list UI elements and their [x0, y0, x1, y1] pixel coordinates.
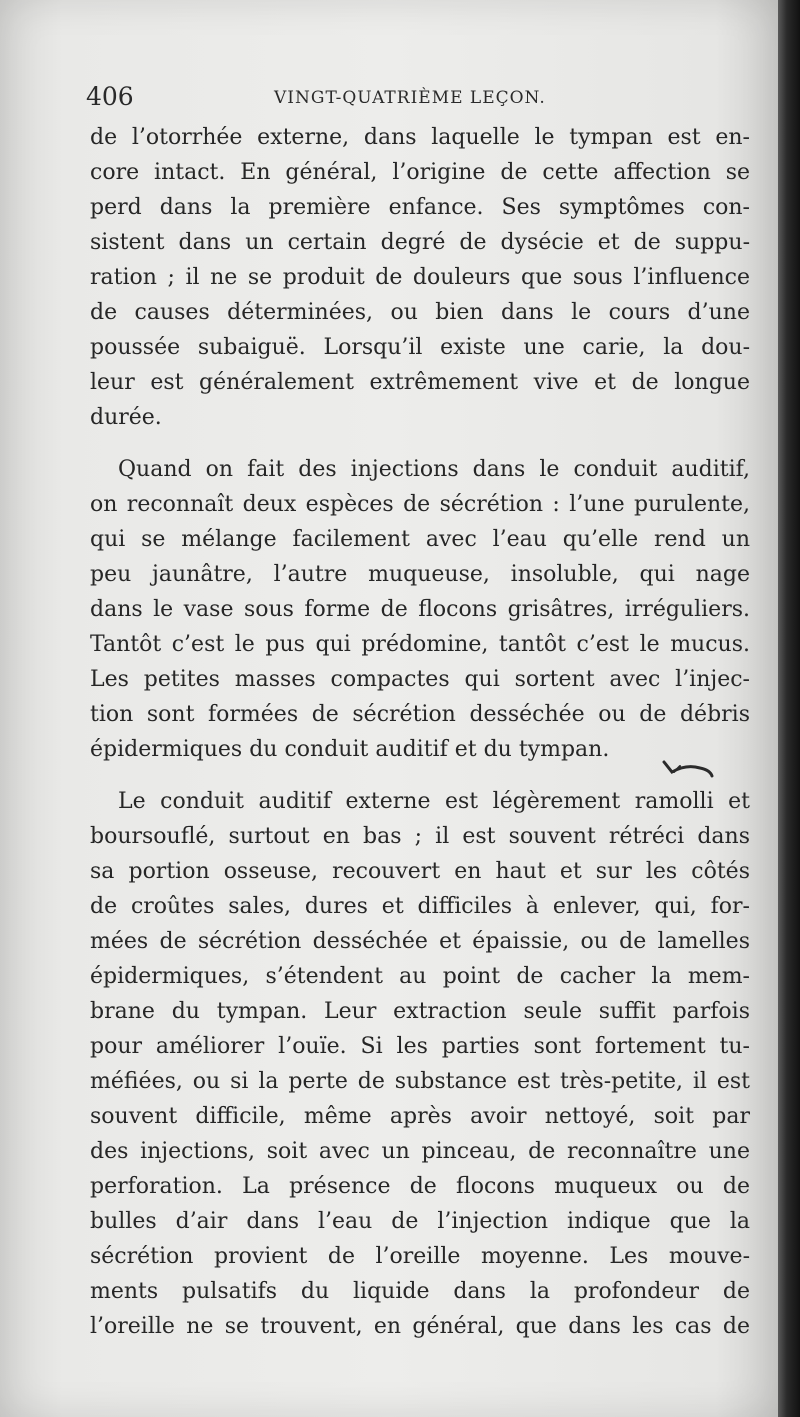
- page-header: [86, 82, 746, 116]
- text-line: brane du tympan. Leur extraction seule suffit parfois: [90, 999, 750, 1024]
- text-line: dans le vase sous forme de flocons grisâtres, irréguliers.: [90, 597, 750, 622]
- paragraph-2: [90, 452, 750, 767]
- text-line: bulles d’air dans l’eau de l’injection indique que la: [90, 1209, 750, 1234]
- text-line: sécrétion provient de l’oreille moyenne. Les mouve-: [90, 1244, 750, 1269]
- text-line: pour améliorer l’ouïe. Si les parties sont fortement tu-: [90, 1034, 750, 1059]
- text-line: épidermiques du conduit auditif et du tympan.: [90, 737, 610, 762]
- text-line: l’oreille ne se trouvent, en général, que dans les cas de: [90, 1314, 750, 1339]
- text-line: de causes déterminées, ou bien dans le cours d’une: [90, 300, 750, 325]
- text-line: peu jaunâtre, l’autre muqueuse, insoluble, qui nage: [90, 562, 750, 587]
- handwritten-mark-icon: [660, 752, 720, 782]
- text-line: core intact. En général, l’origine de cette affection se: [90, 160, 750, 185]
- text-line: durée.: [90, 405, 162, 430]
- text-line: sa portion osseuse, recouvert en haut et sur les côtés: [90, 859, 750, 884]
- text-line: on reconnaît deux espèces de sécrétion : l’une purulente,: [90, 492, 750, 517]
- text-line: poussée subaiguë. Lorsqu’il existe une carie, la dou-: [90, 335, 750, 360]
- text-line: ments pulsatifs du liquide dans la profondeur de: [90, 1279, 750, 1304]
- text-line: perforation. La présence de flocons muqueux ou de: [90, 1174, 750, 1199]
- text-line: tion sont formées de sécrétion desséchée ou de débris: [90, 702, 750, 727]
- text-line: souvent difficile, même après avoir nettoyé, soit par: [90, 1104, 750, 1129]
- text-line: méfiées, ou si la perte de substance est très-petite, il est: [90, 1069, 750, 1094]
- page-number: 406: [86, 82, 134, 111]
- text-line: Quand on fait des injections dans le conduit auditif,: [118, 457, 750, 482]
- text-line: ration ; il ne se produit de douleurs que sous l’influence: [90, 265, 750, 290]
- text-line: leur est généralement extrêmement vive et de longue: [90, 370, 750, 395]
- text-line: sistent dans un certain degré de dysécie et de suppu-: [90, 230, 750, 255]
- text-line: de croûtes sales, dures et difficiles à enlever, qui, for-: [90, 894, 750, 919]
- text-line: Le conduit auditif externe est légèrement ramolli et: [118, 789, 750, 814]
- text-line: épidermiques, s’étendent au point de cacher la mem-: [90, 964, 750, 989]
- running-head: VINGT-QUATRIÈME LEÇON.: [274, 88, 546, 108]
- text-line: mées de sécrétion desséchée et épaissie, ou de lamelles: [90, 929, 750, 954]
- paragraph-1: [90, 120, 750, 435]
- text-line: perd dans la première enfance. Ses symptômes con-: [90, 195, 750, 220]
- text-line: de l’otorrhée externe, dans laquelle le tympan est en-: [90, 125, 750, 150]
- page-edge-shadow: [778, 0, 800, 1417]
- text-line: Tantôt c’est le pus qui prédomine, tantôt c’est le mucus.: [90, 632, 750, 657]
- paragraph-3: [90, 784, 750, 1344]
- body-text: [90, 120, 750, 1344]
- text-line: des injections, soit avec un pinceau, de reconnaître une: [90, 1139, 750, 1164]
- text-line: Les petites masses compactes qui sortent avec l’injec-: [90, 667, 750, 692]
- text-line: qui se mélange facilement avec l’eau qu’elle rend un: [90, 527, 750, 552]
- text-line: boursouflé, surtout en bas ; il est souvent rétréci dans: [90, 824, 750, 849]
